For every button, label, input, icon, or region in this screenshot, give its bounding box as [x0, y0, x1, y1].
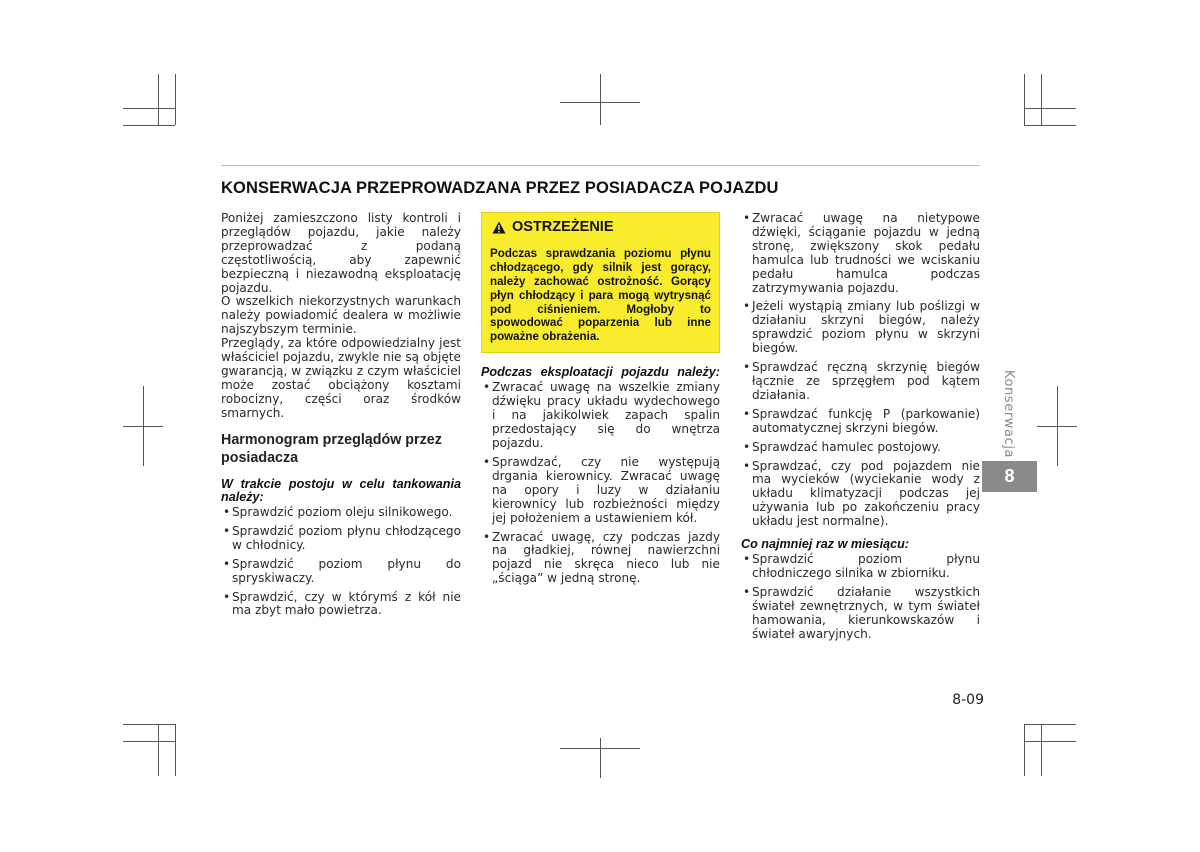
list-item: • Sprawdzać, czy pod pojazdem nie ma wycieków (wyciekanie wody z układu klimatyzacji podczas jej używania lub po zakończeniu pracy układu jest normalne).: [741, 460, 980, 530]
list-item: • Sprawdzać funkcję P (parkowanie) automatycznej skrzyni biegów.: [741, 408, 980, 436]
intro-paragraph-3: Przeglądy, za które odpowiedzialny jest właściciel pojazdu, zwykle nie są objęte gwarancją, w związku z czym właściciel może zostać obciążony kosztami robocizny, części oraz środków smarnych.: [221, 336, 461, 420]
operation-list-part-2: [741, 212, 980, 529]
intro-paragraph-2: O wszelkich niekorzystnych warunkach należy powiadomić dealera w możliwie najszybszym terminie.: [221, 294, 461, 337]
list-item: • Sprawdzać hamulec postojowy.: [741, 441, 980, 455]
list-item: • Sprawdzić działanie wszystkich świateł zewnętrznych, w tym świateł hamowania, kierunkowskazów i świateł awaryjnych.: [741, 586, 980, 642]
header-rule: [221, 165, 980, 166]
chapter-side-label: Konserwacja: [1001, 370, 1016, 459]
list-item: • Sprawdzić poziom płynu chłodniczego silnika w zbiorniku.: [741, 553, 980, 581]
section-title: KONSERWACJA PRZEPROWADZANA PRZEZ POSIADACZA POJAZDU: [221, 179, 779, 197]
refuel-list: [221, 506, 461, 618]
warning-title: OSTRZEŻENIE: [512, 219, 614, 235]
warning-header: [492, 221, 711, 235]
list-item: • Zwracać uwagę na nietypowe dźwięki, ściąganie pojazdu w jedną stronę, zwiększony skok pedału hamulca lub trudności we wciskaniu pedału hamulca podczas zatrzymywania pojazdu.: [741, 212, 980, 295]
operation-heading: Podczas eksploatacji pojazdu należy:: [481, 365, 720, 380]
schedule-heading: Harmonogram przeglądów przez posiadacza: [221, 431, 442, 467]
list-item: • Zwracać uwagę, czy podczas jazdy na gładkiej, równej nawierzchni pojazd nie skręca nieco lub nie „ściąga” w jedną stronę.: [481, 531, 720, 587]
operation-list-part-1: [481, 381, 720, 586]
column-1: [221, 212, 461, 623]
list-item: • Sprawdzić, czy w którymś z kół nie ma zbyt mało powietrza.: [221, 591, 461, 619]
warning-text: Podczas sprawdzania poziomu płynu chłodzącego, gdy silnik jest gorący, należy zachować ostrożność. Gorący płyn chłodzący i para mogą wytrysnąć pod ciśnieniem. Mogłoby to spowodować poparzenia lub inne poważne obrażenia.: [490, 246, 711, 344]
refuel-heading: W trakcie postoju w celu tankowania należy:: [221, 476, 461, 504]
list-item: • Sprawdzać ręczną skrzynię biegów łącznie ze sprzęgłem pod kątem działania.: [741, 361, 980, 403]
monthly-heading: Co najmniej raz w miesiącu:: [741, 537, 909, 552]
list-item: • Jeżeli wystąpią zmiany lub poślizgi w działaniu skrzyni biegów, należy sprawdzić poziom płynu w skrzyni biegów.: [741, 300, 980, 356]
chapter-tab: 8: [982, 461, 1037, 492]
monthly-list: [741, 553, 980, 641]
list-item: • Zwracać uwagę na wszelkie zmiany dźwięku pracy układu wydechowego i na jakikolwiek zapach spalin przedostający się do wnętrza pojazdu.: [481, 381, 720, 451]
column-3: [741, 212, 980, 647]
intro-paragraph-1: Poniżej zamieszczono listy kontroli i przeglądów pojazdu, jakie należy przeprowadzać z podaną częstotliwością, aby zapewnić bezpieczną i niezawodną eksploatację pojazdu.: [221, 211, 461, 295]
list-item: • Sprawdzić poziom oleju silnikowego.: [221, 506, 461, 520]
list-item: • Sprawdzić poziom płynu chłodzącego w chłodnicy.: [221, 525, 461, 553]
warning-box: [481, 212, 720, 353]
page-number: 8-09: [952, 692, 984, 708]
list-item: • Sprawdzać, czy nie występują drgania kierownicy. Zwracać uwagę na opory i luzy w działaniu kierownicy lub rozbieżności między jej położeniem a ustawieniem kół.: [481, 456, 720, 526]
warning-triangle-icon: [492, 221, 506, 234]
list-item: • Sprawdzić poziom płynu do spryskiwaczy.: [221, 558, 461, 586]
column-2: [481, 212, 720, 591]
